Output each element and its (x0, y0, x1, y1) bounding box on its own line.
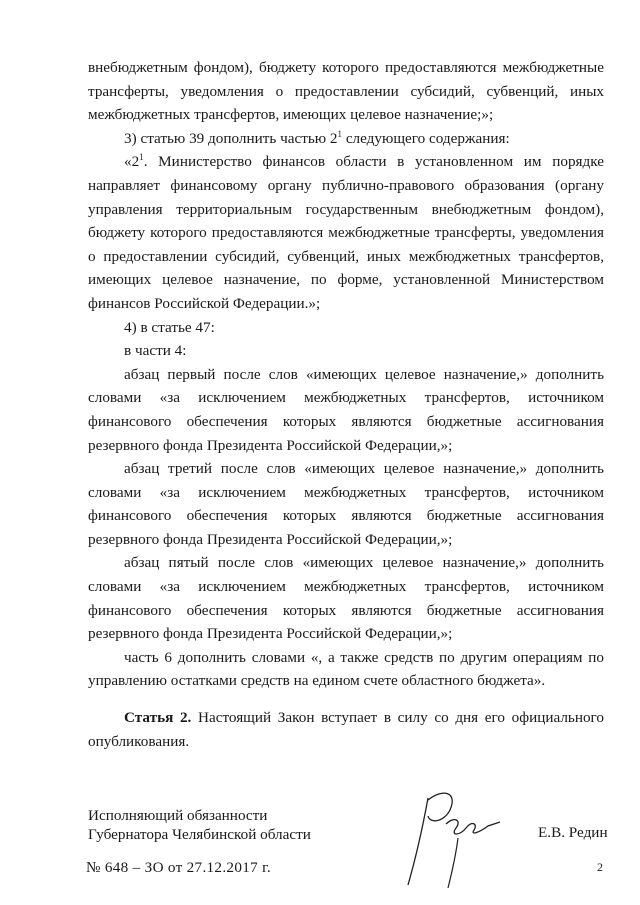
paragraph: в части 4: (124, 342, 187, 360)
signer-name: Е.В. Редин (538, 824, 608, 841)
paragraph: 4) в статье 47: (124, 318, 215, 336)
article-2-paragraph: Статья 2. Настоящий Закон вступает в силу со дня его официального опубликования. (88, 709, 604, 750)
law-number: № 648 – ЗО от 27.12.2017 г. (86, 859, 272, 876)
paragraph: абзац третий после слов «имеющих целевое назначение,» дополнить словами «за исключением межбюджетных трансфертов, источником финансового обеспечения которых являются бюджетные ассигнования резервного фонда Президента Российской Федерации,»; (88, 460, 604, 548)
document-body (88, 56, 604, 753)
paragraph: часть 6 дополнить словами «, а также средств по другим операциям по управлению остатками средств на едином счете областного бюджета». (88, 648, 604, 690)
paragraph: внебюджетным фондом), бюджету которого предоставляются межбюджетные трансферты, уведомления о предоставлении субсидий, субвенций, иных межбюджетных трансфертов, имеющих целевое назначение;»; (88, 59, 604, 124)
signatory-title: Исполняющий обязанности Губернатора Челябинской области (88, 807, 311, 843)
page-number: 2 (597, 860, 603, 874)
paragraph: 3) статью 39 дополнить частью $2^1$ следующего содержания: (124, 128, 510, 147)
paragraph: абзац первый после слов «имеющих целевое назначение,» дополнить словами «за исключением межбюджетных трансфертов, источником финансового обеспечения которых являются бюджетные ассигнования резервного фонда Президента Российской Федерации,»; (88, 365, 604, 454)
paragraph: абзац пятый после слов «имеющих целевое назначение,» дополнить словами «за исключением межбюджетных трансфертов, источником финансового обеспечения которых являются бюджетные ассигнования резервного фонда Президента Российской Федерации,»; (88, 554, 604, 643)
paragraph: «$2^1$. Министерство финансов области в установленном им порядке направляет финансовому органу публично-правового образования (органу управления территориальным государственным внебюджетным фондом), бюджету которого предоставляются межбюджетные трансферты, уведомления о предоставлении субсидий, субвенций, иных межбюджетных трансфертов, имеющих целевое назначение, по форме, установленной Министерством финансов Российской Федерации.»; (88, 152, 604, 312)
article-2-label: Статья 2. (124, 709, 192, 727)
handwritten-signature (388, 780, 528, 890)
